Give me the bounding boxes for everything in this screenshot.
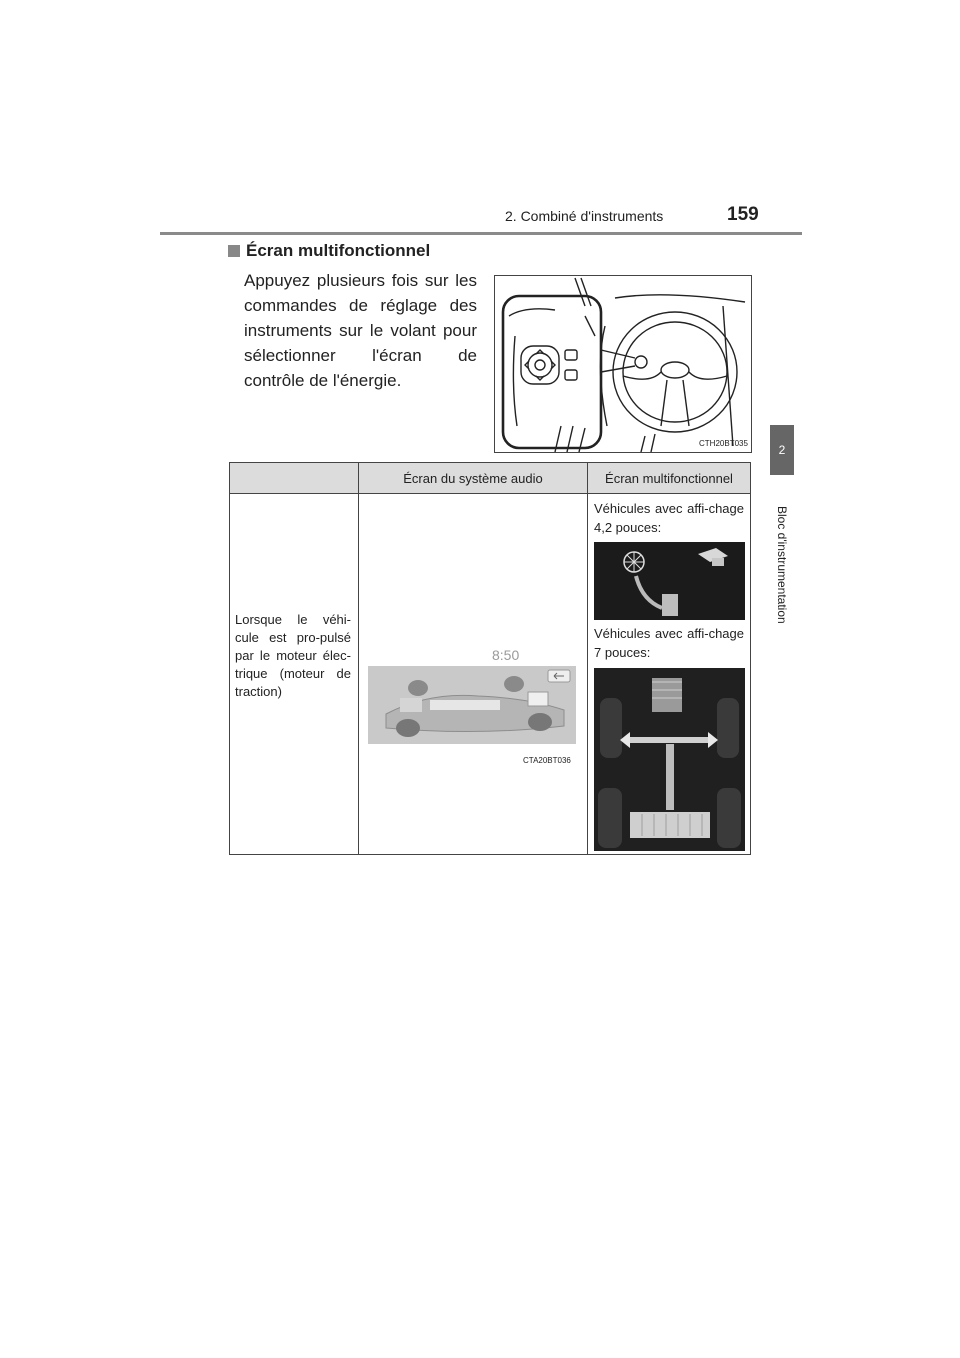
audio-screen-time: 8:50 [492, 647, 520, 663]
row-label: Lorsque le véhi-cule est pro-pulsé par le moteur élec-trique (moteur de traction) [235, 612, 351, 699]
table-row [230, 494, 751, 855]
figure-code: CTH20BT035 [699, 439, 748, 448]
table-header-row [230, 463, 751, 494]
energy-monitor-table [229, 462, 751, 855]
section-title: 2. Combiné d'instruments [505, 208, 664, 224]
table-header-cell: Écran multifonctionnel [588, 463, 751, 494]
energy-screen-7-inch-image [594, 668, 745, 851]
energy-screen-42-inch-image [594, 542, 745, 620]
chapter-label: Bloc d'instrumentation [775, 506, 789, 624]
audio-energy-screen-image [368, 644, 576, 754]
audio-screen-cell [359, 494, 588, 855]
heading-text: Écran multifonctionnel [246, 241, 431, 260]
page-number: 159 [727, 204, 759, 225]
note-42-inch: Véhicules avec affi-chage 4,2 pouces: [594, 501, 744, 535]
chapter-tab: 2 [770, 425, 794, 475]
table-header-cell [230, 463, 359, 494]
note-7-inch: Véhicules avec affi-chage 7 pouces: [594, 626, 744, 660]
instruction-paragraph: Appuyez plusieurs fois sur les commandes de réglage des instruments sur le volant pour sélectionner l'écran de contrôle de l'énergie. [244, 271, 477, 390]
audio-figure-code: CTA20BT036 [523, 756, 571, 765]
row-label-cell [230, 494, 359, 855]
square-bullet-icon [228, 245, 240, 257]
section-heading [228, 241, 430, 261]
header-rule [160, 232, 802, 235]
steering-wheel-figure [494, 275, 752, 453]
steering-wheel-controls-illustration [495, 276, 751, 452]
multi-screen-cell [588, 494, 751, 855]
table-header-cell: Écran du système audio [359, 463, 588, 494]
